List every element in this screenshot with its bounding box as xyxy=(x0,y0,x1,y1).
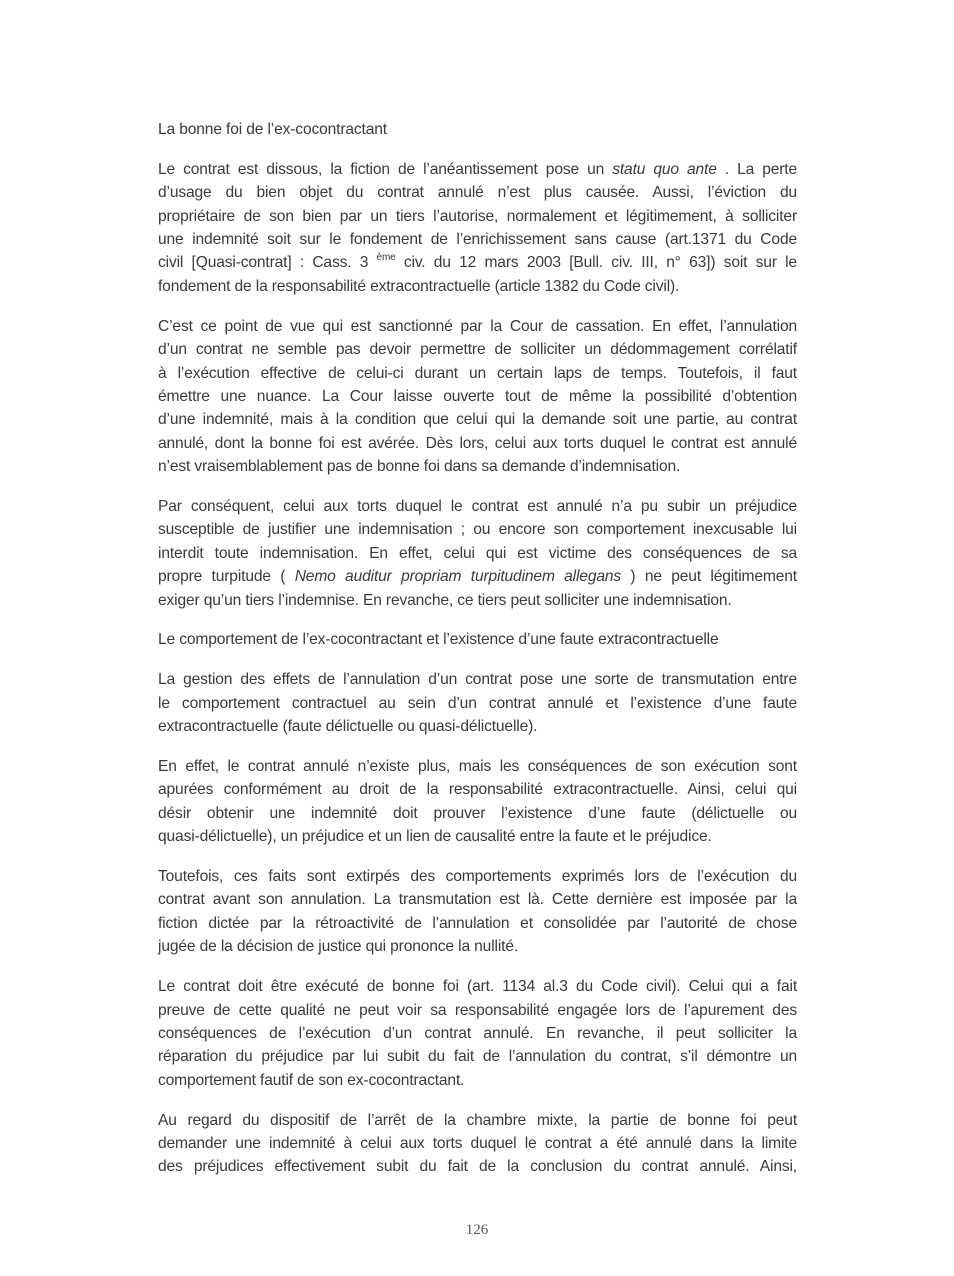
text-line: En effet, le contrat annulé n’existe plus, mais les conséquences de son exécution sont xyxy=(158,757,797,775)
superscript: ème xyxy=(376,252,396,264)
paragraph xyxy=(158,668,797,738)
italic-phrase: Nemo auditur propriam turpitudinem allegans xyxy=(294,568,622,586)
paragraph xyxy=(158,755,797,849)
text-line: extracontractuelle (faute délictuelle ou quasi-délictuelle). xyxy=(158,718,538,736)
section-heading xyxy=(158,118,797,141)
text-line: fiction dictée par la rétroactivité de l’annulation et consolidée par l’autorité de chose xyxy=(158,914,797,932)
text-line: d’une indemnité, mais à la condition que celui qui la demande soit une partie, au contrat xyxy=(158,411,797,429)
text-line: fondement de la responsabilité extracontractuelle (article 1382 du Code civil). xyxy=(158,277,680,295)
text-line: annulé, dont la bonne foi est avérée. Dès lors, celui aux torts duquel le contrat est annulé xyxy=(158,434,797,452)
text-line: des préjudices effectivement subit du fait de la conclusion du contrat annulé. Ainsi, xyxy=(158,1158,797,1176)
text-line: Toutefois, ces faits sont extirpés des comportements exprimés lors de l’exécution du xyxy=(158,868,797,886)
text-line: comportement fautif de son ex-cocontractant. xyxy=(158,1071,465,1089)
text-line: à l’exécution effective de celui-ci durant un certain laps de temps. Toutefois, il faut xyxy=(158,364,797,382)
text-line: d’un contrat ne semble pas devoir permettre de solliciter un dédommagement corrélatif xyxy=(158,341,797,359)
text-segment: propre turpitude ( xyxy=(158,568,295,586)
text-segment: civ. du 12 mars 2003 [Bull. civ. III, n° 63]) soit sur le xyxy=(395,254,797,272)
text-line: émettre une nuance. La Cour laisse ouverte tout de même la possibilité d’obtention xyxy=(158,387,797,405)
text-line: C’est ce point de vue qui est sanctionné par la Cour de cassation. En effet, l’annulation xyxy=(158,317,797,335)
text-line: preuve de cette qualité ne peut voir sa responsabilité engagée lors de l’apurement des xyxy=(158,1001,797,1019)
text-line: propriétaire de son bien par un tiers l’autorise, normalement et légitimement, à solliciter xyxy=(158,207,797,225)
text-line: d’usage du bien objet du contrat annulé n’est plus causée. Aussi, l’éviction du xyxy=(158,184,797,202)
text-line: La bonne foi de l’ex-cocontractant xyxy=(158,121,387,138)
text-segment: ) ne peut légitimement xyxy=(621,568,797,586)
text-segment: Le contrat est dissous, la fiction de l’anéantissement pose un xyxy=(158,160,613,178)
text-line xyxy=(158,251,797,274)
text-line: demander une indemnité à celui aux torts duquel le contrat a été annulé dans la limite xyxy=(158,1134,797,1152)
text-line: exiger qu’un tiers l’indemnise. En revanche, ce tiers peut solliciter une indemnisation. xyxy=(158,591,732,609)
text-line: une indemnité soit sur le fondement de l’enrichissement sans cause (art.1371 du Code xyxy=(158,231,797,249)
text-line: La gestion des effets de l’annulation d’un contrat pose une sorte de transmutation entre xyxy=(158,671,797,689)
document-body xyxy=(158,118,797,1195)
text-line: n’est vraisemblablement pas de bonne foi dans sa demande d’indemnisation. xyxy=(158,458,681,476)
page-number: 126 xyxy=(465,1222,489,1238)
text-line: Le contrat doit être exécuté de bonne foi (art. 1134 al.3 du Code civil). Celui qui a fait xyxy=(158,978,797,996)
text-line: jugée de la décision de justice qui prononce la nullité. xyxy=(158,938,519,956)
paragraph xyxy=(158,1109,797,1179)
text-line: apurées conformément au droit de la responsabilité extracontractuelle. Ainsi, celui qui xyxy=(158,781,797,799)
text-line: interdit toute indemnisation. En effet, celui qui est victime des conséquences de sa xyxy=(158,544,797,562)
text-line: contrat avant son annulation. La transmutation est là. Cette dernière est imposée par la xyxy=(158,891,797,909)
text-line: désir obtenir une indemnité doit prouver l’existence d’une faute (délictuelle ou xyxy=(158,804,797,822)
text-line: Par conséquent, celui aux torts duquel le contrat est annulé n’a pu subir un préjudice xyxy=(158,497,797,515)
text-line: quasi-délictuelle), un préjudice et un lien de causalité entre la faute et le préjudice. xyxy=(158,828,712,846)
text-line: conséquences de l’exécution d’un contrat annulé. En revanche, il peut solliciter la xyxy=(158,1024,797,1042)
paragraph xyxy=(158,158,797,298)
text-line: Le comportement de l’ex-cocontractant et l’existence d’une faute extracontractuelle xyxy=(158,631,719,649)
paragraph xyxy=(158,495,797,612)
text-line: Au regard du dispositif de l’arrêt de la chambre mixte, la partie de bonne foi peut xyxy=(158,1111,797,1129)
text-line: réparation du préjudice par lui subit du fait de l’annulation du contrat, s’il démontre un xyxy=(158,1048,797,1066)
paragraph xyxy=(158,865,797,959)
paragraph xyxy=(158,975,797,1092)
text-line xyxy=(158,158,797,181)
section-heading xyxy=(158,628,797,651)
text-segment: . La perte xyxy=(716,160,797,178)
italic-phrase: statu quo ante xyxy=(612,160,717,178)
text-line xyxy=(158,565,797,588)
text-segment: civil [Quasi-contrat] : Cass. 3 xyxy=(158,254,377,272)
text-line: susceptible de justifier une indemnisation ; ou encore son comportement inexcusable lui xyxy=(158,521,797,539)
text-line: le comportement contractuel au sein d’un contrat annulé et l’existence d’une faute xyxy=(158,694,797,712)
paragraph xyxy=(158,315,797,479)
